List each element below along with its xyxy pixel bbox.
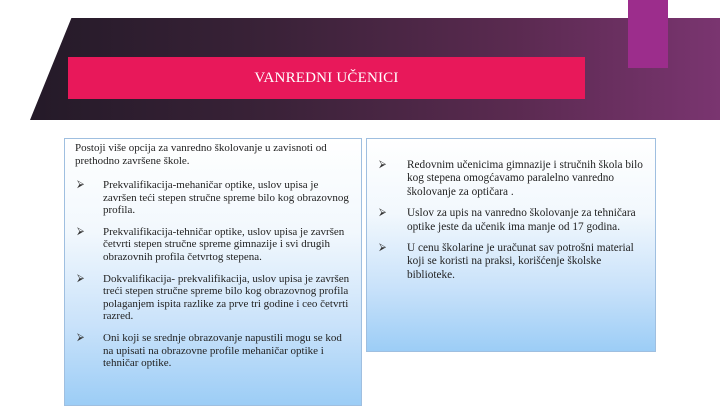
left-content-panel (64, 138, 362, 406)
arrowhead-bullet-icon: ⮚ (77, 179, 85, 190)
arrowhead-bullet-icon: ⮚ (379, 242, 387, 254)
slide-title: VANREDNI UČENICI (254, 69, 399, 86)
intro-text: Postoji više opcija za vanredno školovanje u zavisnoti od prethodno završene škole. (75, 142, 327, 167)
list-item (377, 207, 649, 234)
arrowhead-bullet-icon: ⮚ (77, 225, 85, 237)
list-item-text: Prekvalifikacija-mehaničar optike, uslov upisa je završen teći stepen stručne spreme bilo kog obrazovnog profila. (103, 179, 349, 217)
list-item-text: Redovnim učenicima gimnazije i stručnih škola bilo kog stepena omogćavamo paralelno vanredno školovanje za optičara . (407, 159, 643, 198)
list-item (377, 159, 649, 199)
left-bullet-list (75, 179, 353, 370)
right-bullet-list (377, 159, 649, 282)
accent-block (628, 0, 668, 68)
title-bar (68, 57, 585, 99)
list-item-text: Uslov za upis na vanredno školovanje za tehničara optike jeste da učenik ima manje od 17 godina. (407, 207, 636, 233)
arrowhead-bullet-icon: ⮚ (77, 331, 85, 343)
list-item (377, 242, 649, 282)
arrowhead-bullet-icon: ⮚ (77, 272, 85, 284)
arrowhead-bullet-icon: ⮚ (379, 159, 387, 170)
list-item-text: Oni koji se srednje obrazovanje napustili mogu se kod na upisati na obrazovne profile mehaničar optike i tehničar optike. (103, 331, 342, 370)
arrowhead-bullet-icon: ⮚ (379, 207, 387, 219)
list-item (75, 332, 353, 370)
list-item-text: U cenu školarine je uračunat sav potrošni material koji se koristi na praksi, korišćenje školske biblioteke. (407, 242, 634, 281)
list-item-text: Prekvalifikacija-tehničar optike, uslov upisa je završen četvrti stepen stručne spreme gimnazije i svi drugih obrazovnih profila četvrtog stepena. (103, 225, 345, 263)
right-content-panel (366, 138, 656, 352)
list-item-text: Dokvalifikacija- prekvalifikacija, uslov upisa je završen treći stepen stručne spreme bilo kog obrazovnog profila polaganjem ispita razlike za prve tri godine i ceo četvrti razred. (103, 272, 350, 323)
list-item (75, 226, 353, 264)
list-item (75, 273, 353, 323)
list-item (75, 179, 353, 217)
